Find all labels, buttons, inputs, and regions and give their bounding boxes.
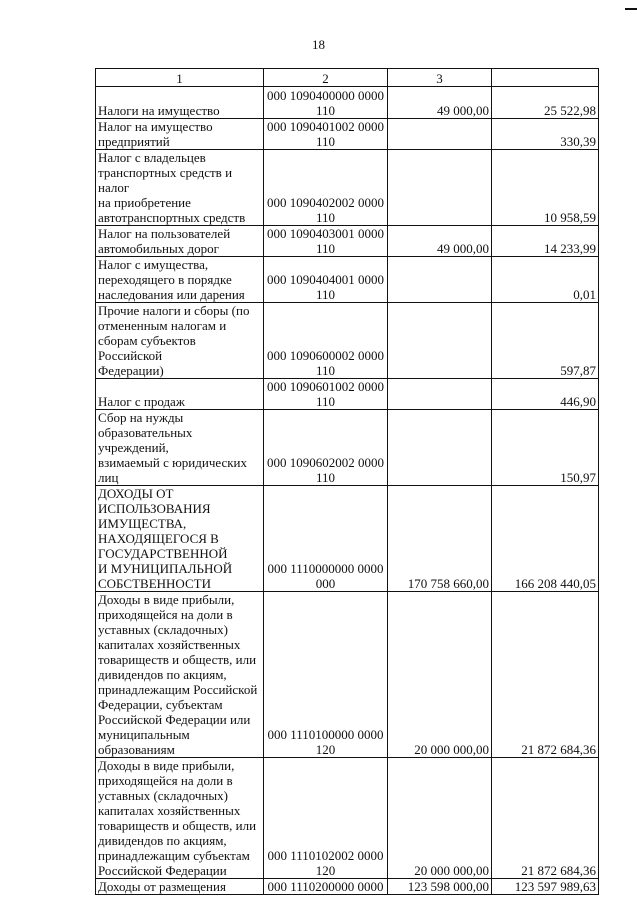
table-row <box>96 379 599 410</box>
row-plan-value-cell: 20 000 000,00 <box>388 592 492 758</box>
row-fact-value-cell: 446,90 <box>492 379 599 410</box>
row-name-cell: Налог с имущества, переходящего в порядке наследования или дарения <box>96 257 264 303</box>
table-row <box>96 150 599 226</box>
row-name-cell: Доходы от размещения <box>96 879 264 895</box>
table-header-row <box>96 69 599 87</box>
row-fact-value-cell: 10 958,59 <box>492 150 599 226</box>
row-fact-value-cell: 597,87 <box>492 303 599 379</box>
table-row <box>96 758 599 879</box>
row-code-cell: 000 1110000000 0000 000 <box>264 486 388 592</box>
row-name-cell: Сбор на нужды образовательных учреждений, взимаемый с юридических лиц <box>96 410 264 486</box>
row-fact-value-cell: 0,01 <box>492 257 599 303</box>
row-name-cell: Прочие налоги и сборы (по отмененным налогам и сборам субъектов Российской Федерации) <box>96 303 264 379</box>
row-plan-value-cell <box>388 119 492 150</box>
header-cell-4 <box>492 69 599 87</box>
row-plan-value-cell: 123 598 000,00 <box>388 879 492 895</box>
row-plan-value-cell: 49 000,00 <box>388 226 492 257</box>
row-code-cell: 000 1090600002 0000 110 <box>264 303 388 379</box>
header-cell-1: 1 <box>96 69 264 87</box>
row-code-cell: 000 1090401002 0000 110 <box>264 119 388 150</box>
revenue-table <box>95 68 599 895</box>
page-number: 18 <box>312 37 325 52</box>
row-code-cell: 000 1090403001 0000 110 <box>264 226 388 257</box>
row-plan-value-cell <box>388 410 492 486</box>
row-fact-value-cell: 14 233,99 <box>492 226 599 257</box>
row-name-cell: Налог с владельцев транспортных средств и налог на приобретение автотранспортных средств <box>96 150 264 226</box>
row-fact-value-cell: 123 597 989,63 <box>492 879 599 895</box>
table-row <box>96 486 599 592</box>
row-name-cell: Налог с продаж <box>96 379 264 410</box>
table-row <box>96 257 599 303</box>
row-name-cell: Налоги на имущество <box>96 87 264 119</box>
row-plan-value-cell <box>388 150 492 226</box>
row-fact-value-cell: 21 872 684,36 <box>492 758 599 879</box>
row-name-cell: Налог на пользователей автомобильных дорог <box>96 226 264 257</box>
row-plan-value-cell <box>388 379 492 410</box>
table-row <box>96 226 599 257</box>
row-code-cell: 000 1090404001 0000 110 <box>264 257 388 303</box>
table-row <box>96 303 599 379</box>
page-corner-mark <box>625 8 637 10</box>
row-fact-value-cell: 330,39 <box>492 119 599 150</box>
table-row <box>96 592 599 758</box>
table-row <box>96 119 599 150</box>
row-name-cell: Доходы в виде прибыли, приходящейся на доли в уставных (складочных) капиталах хозяйственных товариществ и обществ, или дивидендов по акциям, принадлежащим Российской Федерации, субъектам Российской Федерации или муниципальным образованиям <box>96 592 264 758</box>
row-plan-value-cell: 170 758 660,00 <box>388 486 492 592</box>
row-code-cell: 000 1110100000 0000 120 <box>264 592 388 758</box>
table-row <box>96 879 599 895</box>
header-cell-2: 2 <box>264 69 388 87</box>
row-code-cell: 000 1110102002 0000 120 <box>264 758 388 879</box>
row-fact-value-cell: 21 872 684,36 <box>492 592 599 758</box>
row-name-cell: ДОХОДЫ ОТ ИСПОЛЬЗОВАНИЯ ИМУЩЕСТВА, НАХОДЯЩЕГОСЯ В ГОСУДАРСТВЕННОЙ И МУНИЦИПАЛЬНОЙ СОБСТВЕННОСТИ <box>96 486 264 592</box>
row-fact-value-cell: 25 522,98 <box>492 87 599 119</box>
row-code-cell: 000 1090402002 0000 110 <box>264 150 388 226</box>
row-code-cell: 000 1110200000 0000 <box>264 879 388 895</box>
row-name-cell: Доходы в виде прибыли, приходящейся на доли в уставных (складочных) капиталах хозяйственных товариществ и обществ, или дивидендов по акциям, принадлежащим субъектам Российской Федерации <box>96 758 264 879</box>
row-plan-value-cell <box>388 303 492 379</box>
row-name-cell: Налог на имущество предприятий <box>96 119 264 150</box>
row-plan-value-cell: 20 000 000,00 <box>388 758 492 879</box>
row-code-cell: 000 1090601002 0000 110 <box>264 379 388 410</box>
row-fact-value-cell: 166 208 440,05 <box>492 486 599 592</box>
row-plan-value-cell <box>388 257 492 303</box>
header-cell-3: 3 <box>388 69 492 87</box>
table-row <box>96 410 599 486</box>
row-fact-value-cell: 150,97 <box>492 410 599 486</box>
row-code-cell: 000 1090400000 0000 110 <box>264 87 388 119</box>
row-plan-value-cell: 49 000,00 <box>388 87 492 119</box>
table-row <box>96 87 599 119</box>
row-code-cell: 000 1090602002 0000 110 <box>264 410 388 486</box>
